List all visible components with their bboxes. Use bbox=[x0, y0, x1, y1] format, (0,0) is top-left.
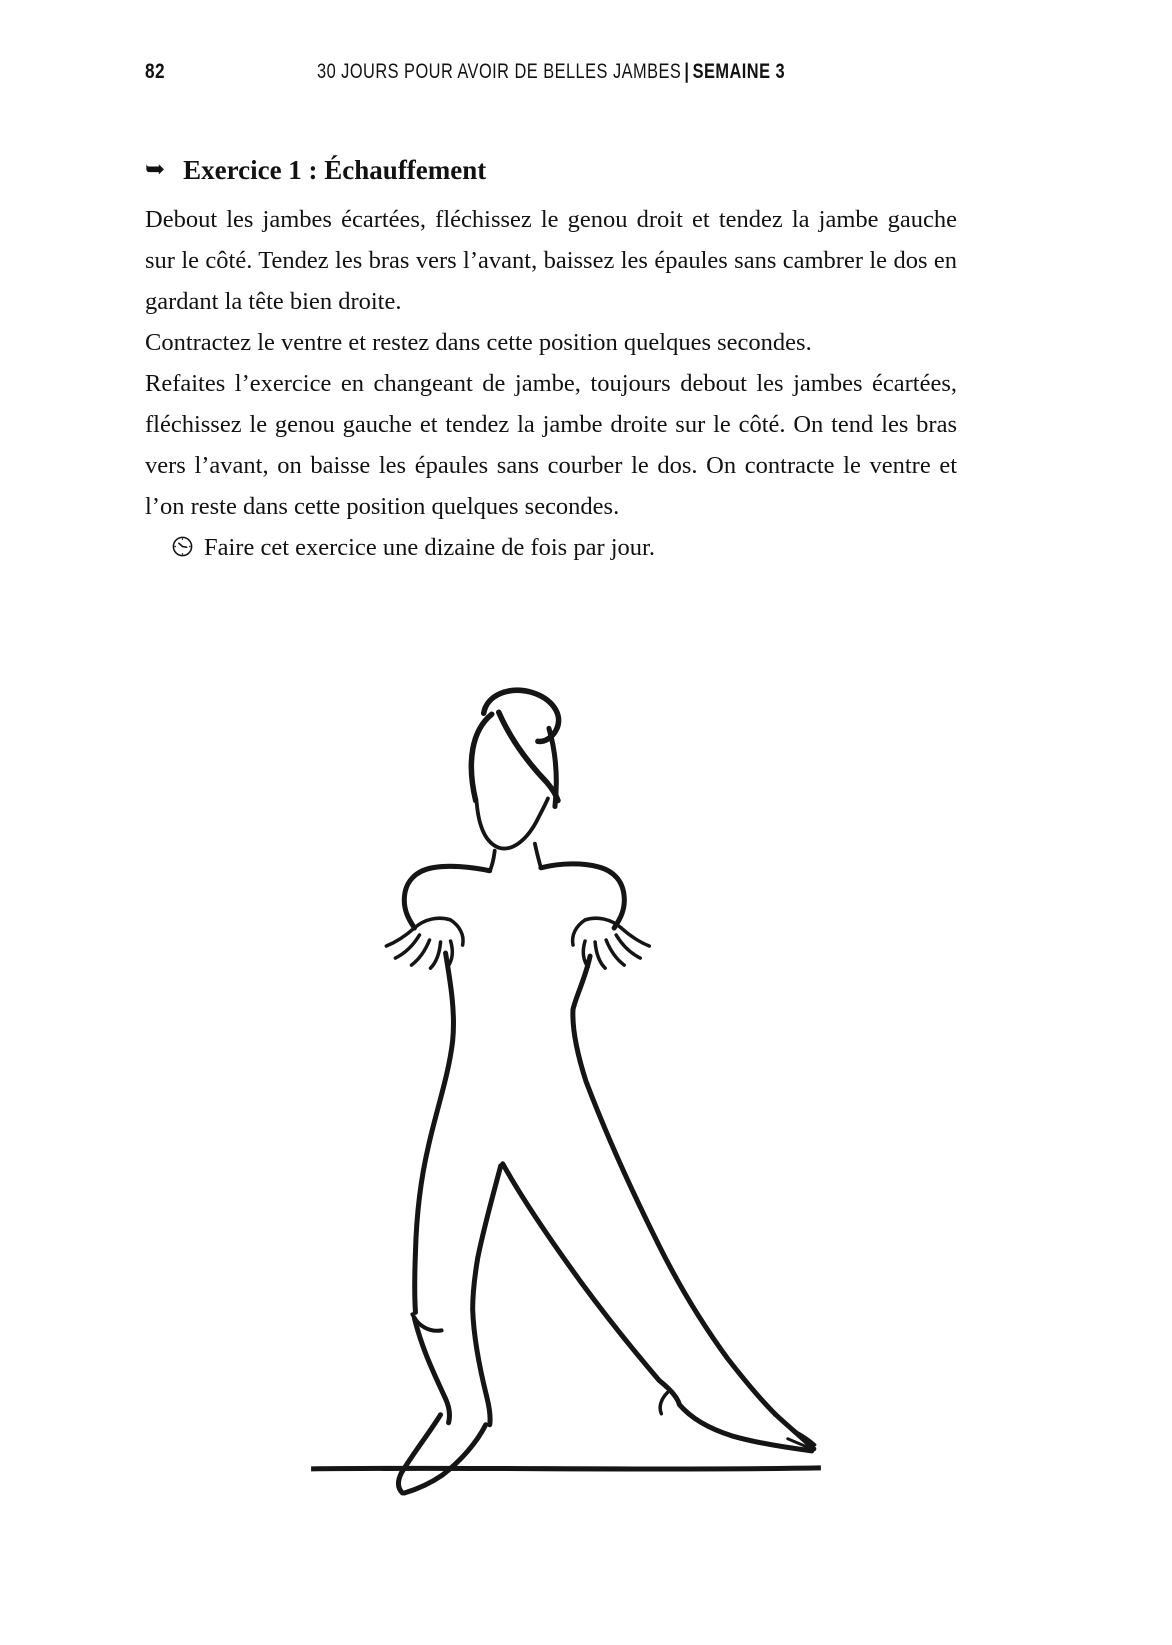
exercise-title: Exercice 1 : Échauffement bbox=[183, 155, 487, 185]
exercise-heading bbox=[145, 155, 957, 186]
running-head bbox=[145, 60, 957, 84]
paragraph: Refaites l’exercice en changeant de jambe, toujours debout les jambes écartées, fléchissez le genou gauche et tendez la jambe droite sur le côté. On tend les bras vers l’avant, on baisse les épaules sans courber le dos. On contracte le ventre et l’on reste dans cette position quelques secondes. bbox=[145, 370, 957, 520]
book-title: 30 JOURS POUR AVOIR DE BELLES JAMBES bbox=[316, 60, 682, 83]
separator-bar: | bbox=[684, 60, 690, 83]
exercise-illustration bbox=[308, 650, 830, 1498]
clock-icon bbox=[171, 530, 194, 571]
paragraph: Contractez le ventre et restez dans cette position quelques secondes. bbox=[145, 329, 812, 356]
running-head-text bbox=[317, 60, 785, 84]
page-number: 82 bbox=[145, 60, 165, 83]
tip-line bbox=[145, 527, 957, 571]
week-label: SEMAINE 3 bbox=[692, 60, 786, 83]
line-drawing-woman bbox=[308, 650, 830, 1498]
running-head-row bbox=[145, 60, 957, 90]
tip-text: Faire cet exercice une dizaine de fois par jour. bbox=[204, 534, 655, 561]
arrow-bullet-icon: ➥ bbox=[145, 155, 166, 183]
paragraph: Debout les jambes écartées, fléchissez le genou droit et tendez la jambe gauche sur le côté. Tendez les bras vers l’avant, baissez les épaules sans cambrer le dos en gardant la tête bien droite. bbox=[145, 206, 957, 315]
exercise-instructions bbox=[145, 199, 957, 571]
